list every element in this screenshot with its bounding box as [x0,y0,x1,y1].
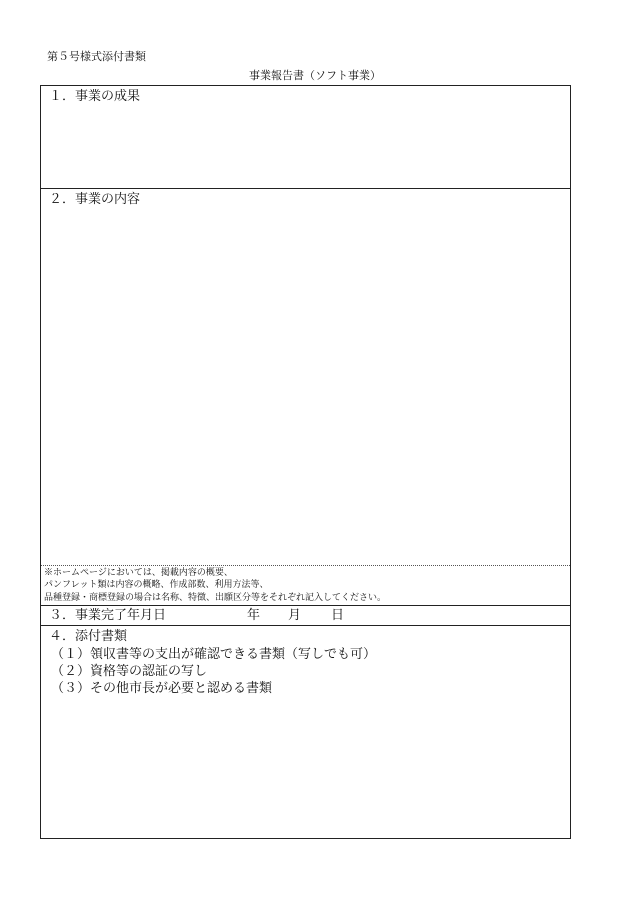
note-line: パンフレット類は内容の概略、作成部数、利用方法等、 [44,580,269,590]
section-content [41,189,570,566]
attachments-heading: ４．添付書類 [49,629,128,644]
form-number-label: 第５号様式添付書類 [47,50,146,63]
list-item: （３）その他市長が必要と認める書類 [51,681,273,696]
section-completion-date [41,606,570,626]
note-line: 品種登録・商標登録の場合は名称、特徴、出願区分等をそれぞれ記入してください。 [44,593,387,603]
year-label: 年 [247,608,261,623]
section-results [41,86,570,189]
month-label: 月 [288,608,302,623]
note-line: ※ホームページにおいては、掲載内容の概要、 [44,568,233,578]
section-attachments [41,626,570,838]
document-title: 事業報告書（ソフト事業） [249,69,381,82]
day-label: 日 [331,608,345,623]
results-heading: １．事業の成果 [49,89,141,104]
content-note [41,566,570,606]
list-item: （１）領収書等の支出が確認できる書類（写しでも可） [51,647,377,662]
completion-heading: ３．事業完了年月日 [49,608,167,623]
report-form-frame [40,85,571,839]
content-heading: ２．事業の内容 [49,192,141,207]
attachments-list [51,646,376,697]
list-item: （２）資格等の認証の写し [51,664,208,679]
